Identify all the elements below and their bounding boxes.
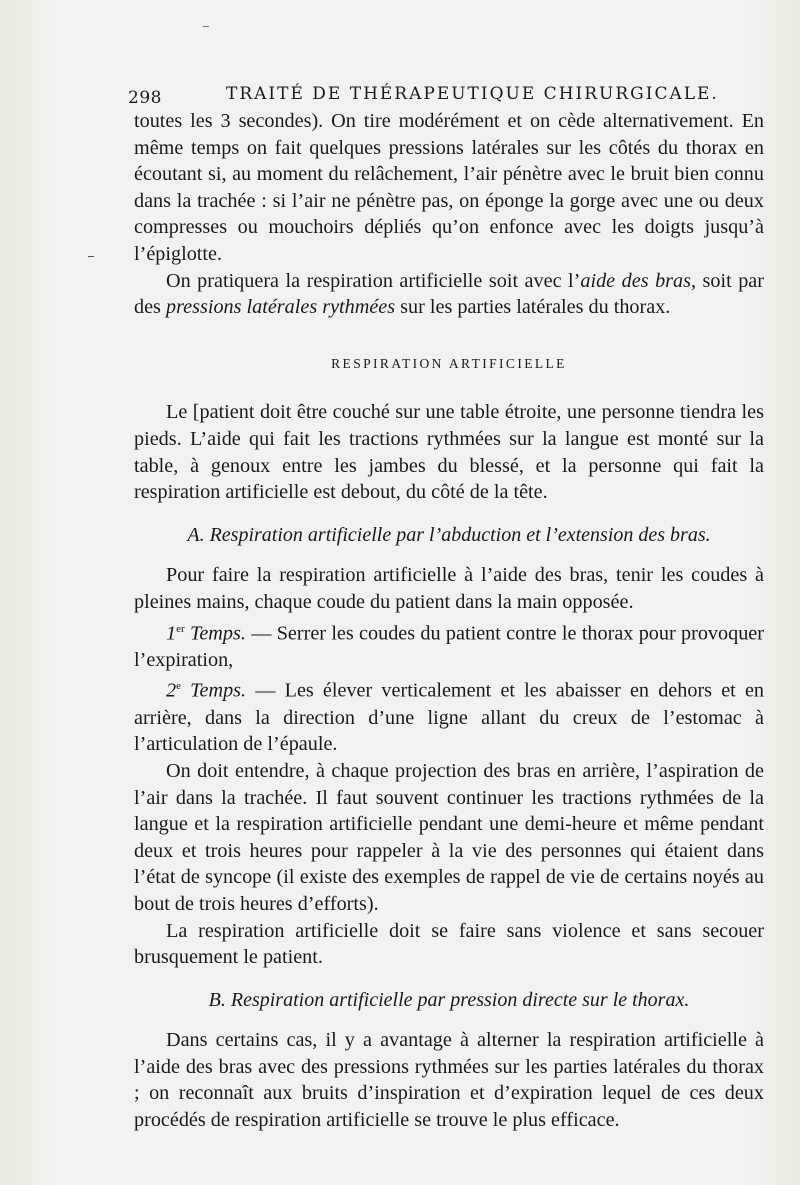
page-number: 298 <box>128 88 162 108</box>
section-title: RESPIRATION ARTIFICIELLE <box>331 355 567 371</box>
body-text <box>134 108 764 1134</box>
subsection-a-title <box>134 522 764 549</box>
paragraph-5-text: — Serrer les coudes du patient contre le thorax pour provoquer l’expiration, <box>134 622 764 671</box>
paragraph-2-italic-2: pressions latérales rythmées <box>165 296 396 319</box>
subsection-a-heading: Respiration artificielle par l’abduction et l’extension des bras. <box>209 523 711 546</box>
paragraph-5-label: Temps. <box>184 622 246 645</box>
paragraph-5-superscript: er <box>176 622 185 635</box>
margin-mark <box>88 256 94 257</box>
page-header <box>128 76 719 108</box>
paragraph-3: Le [patient doit être couché sur une table étroite, une personne tiendra les pieds. L’aide qui fait les tractions rythmées sur la langue est monté sur la table, à genoux entre les jambes du blessé, et la personne qui fait la respiration artificielle est debout, du côté de la tête. <box>134 401 764 504</box>
paragraph-6-superscript: e <box>176 680 181 693</box>
paragraph-6 <box>134 673 764 758</box>
paragraph-6-number: 2 <box>166 680 177 703</box>
paragraph-7: On doit entendre, à chaque projection des bras en arrière, l’aspiration de l’air dans la trachée. Il faut souvent continuer les tractions rythmées de la langue et la respiration artificielle pendant une demi-heure et même pendant deux et trois heures pour rappeler à la vie des personnes qui étaient dans l’état de syncope (il existe des exemples de rappel de vie de certains noyés au bout de trois heures d’efforts). <box>134 759 764 915</box>
paragraph-9: Dans certains cas, il y a avantage à alterner la respiration artificielle à l’aide des bras avec des pressions rythmées sur les parties latérales du thorax ; on reconnaît aux bruits d’inspiration et d’expiration lequel de ces deux procédés de respiration artificielle se trouve le plus efficace. <box>134 1029 764 1132</box>
paragraph-5-number: 1 <box>166 622 177 645</box>
paragraph-2-part-3: sur les parties latérales du thorax. <box>395 296 671 319</box>
paragraph-2-italic-1: aide des bras <box>580 269 691 292</box>
running-title: TRAITÉ DE THÉRAPEUTIQUE CHIRURGICALE. <box>226 84 719 104</box>
paragraph-1: toutes les 3 secondes). On tire modérément et on cède alternativement. En même temps on fait quelques pressions latérales sur les côtés du thorax en écoutant si, au moment du relâchement, l’air pénètre avec le bruit bien connu dans la trachée : si l’air ne pénètre pas, on éponge la gorge avec une ou deux compresses ou mouchoirs dépliés qu’on enfonce avec les doigts jusqu’à l’épiglotte. <box>134 110 764 265</box>
paragraph-5 <box>134 616 764 674</box>
subsection-b-title <box>134 987 764 1014</box>
paragraph-6-text: — Les élever verticalement et les abaisser en dehors et en arrière, dans la direction d’une ligne allant du creux de l’estomac à l’articulation de l’épaule. <box>134 680 764 756</box>
paragraph-2-part-2: , soit par des <box>134 269 764 319</box>
paragraph-2-part-1: On pratiquera la respiration artificielle soit avec l’ <box>166 269 581 292</box>
paragraph-4: Pour faire la respiration artificielle à l’aide des bras, tenir les coudes à pleines mains, chaque coude du patient dans la main opposée. <box>134 564 764 613</box>
print-mark <box>203 26 209 27</box>
subsection-a-label: A. <box>187 523 205 546</box>
paragraph-8: La respiration artificielle doit se faire sans violence et sans secouer brusquement le patient. <box>134 919 764 969</box>
paragraph-2 <box>134 268 764 321</box>
paragraph-6-label: Temps. <box>180 680 247 703</box>
subsection-b-label: B. <box>208 988 226 1011</box>
subsection-b-heading: Respiration artificielle par pression directe sur le thorax. <box>230 988 690 1011</box>
